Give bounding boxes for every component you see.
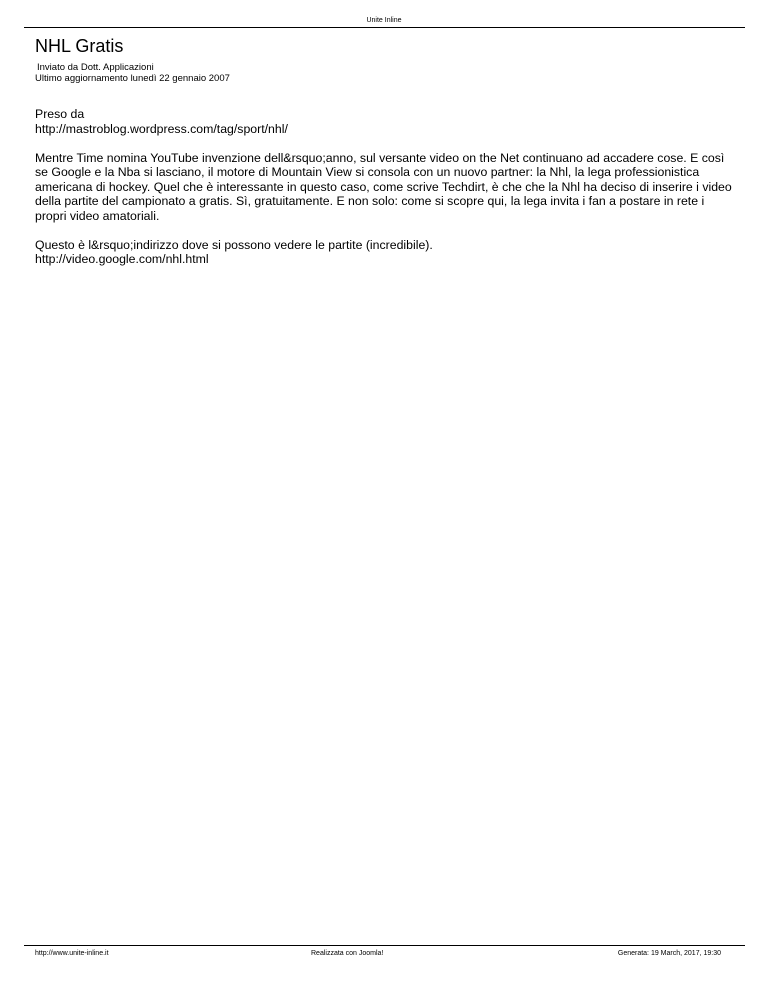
link-paragraph (35, 238, 735, 267)
article-meta (35, 62, 230, 84)
article-body (35, 107, 735, 281)
print-header-site-name: Unite Inline (366, 17, 402, 24)
footer-credit: Realizzata con Joomla! (311, 950, 384, 957)
footer-site-url: http://www.unite-inline.it (35, 950, 109, 957)
article-title: NHL Gratis (35, 36, 124, 56)
nhl-video-url: http://video.google.com/nhl.html (35, 252, 209, 266)
author-line: Inviato da Dott. Applicazioni (37, 62, 154, 73)
main-paragraph: Mentre Time nomina YouTube invenzione dell&rsquo;anno, sul versante video on the Net continuano ad accadere cose. E così se Google e la Nba si lasciano, il motore di Mountain View si consola con un nuovo partner: la Nhl, la lega professionistica americana di hockey. Quel che è interessante in questo caso, come scrive Techdirt, è che che la Nhl ha deciso di inserire i video della partite del campionato a gratis. Sì, gratuitamente. E non solo: come si scopre qui, la lega invita i fan a postare in rete i propri video amatoriali. (35, 150, 732, 223)
footer-generated-date: Generata: 19 March, 2017, 19:30 (617, 950, 721, 957)
source-label: Preso da (35, 107, 85, 121)
source-url: http://mastroblog.wordpress.com/tag/sport/nhl/ (35, 121, 288, 136)
print-footer (35, 949, 721, 959)
updated-line: Ultimo aggiornamento lunedì 22 gennaio 2007 (35, 73, 230, 84)
link-paragraph-text: Questo è l&rsquo;indirizzo dove si possono vedere le partite (incredibile). (35, 237, 433, 252)
footer-divider (24, 945, 745, 946)
source-paragraph (35, 107, 735, 136)
header-divider (24, 27, 745, 28)
